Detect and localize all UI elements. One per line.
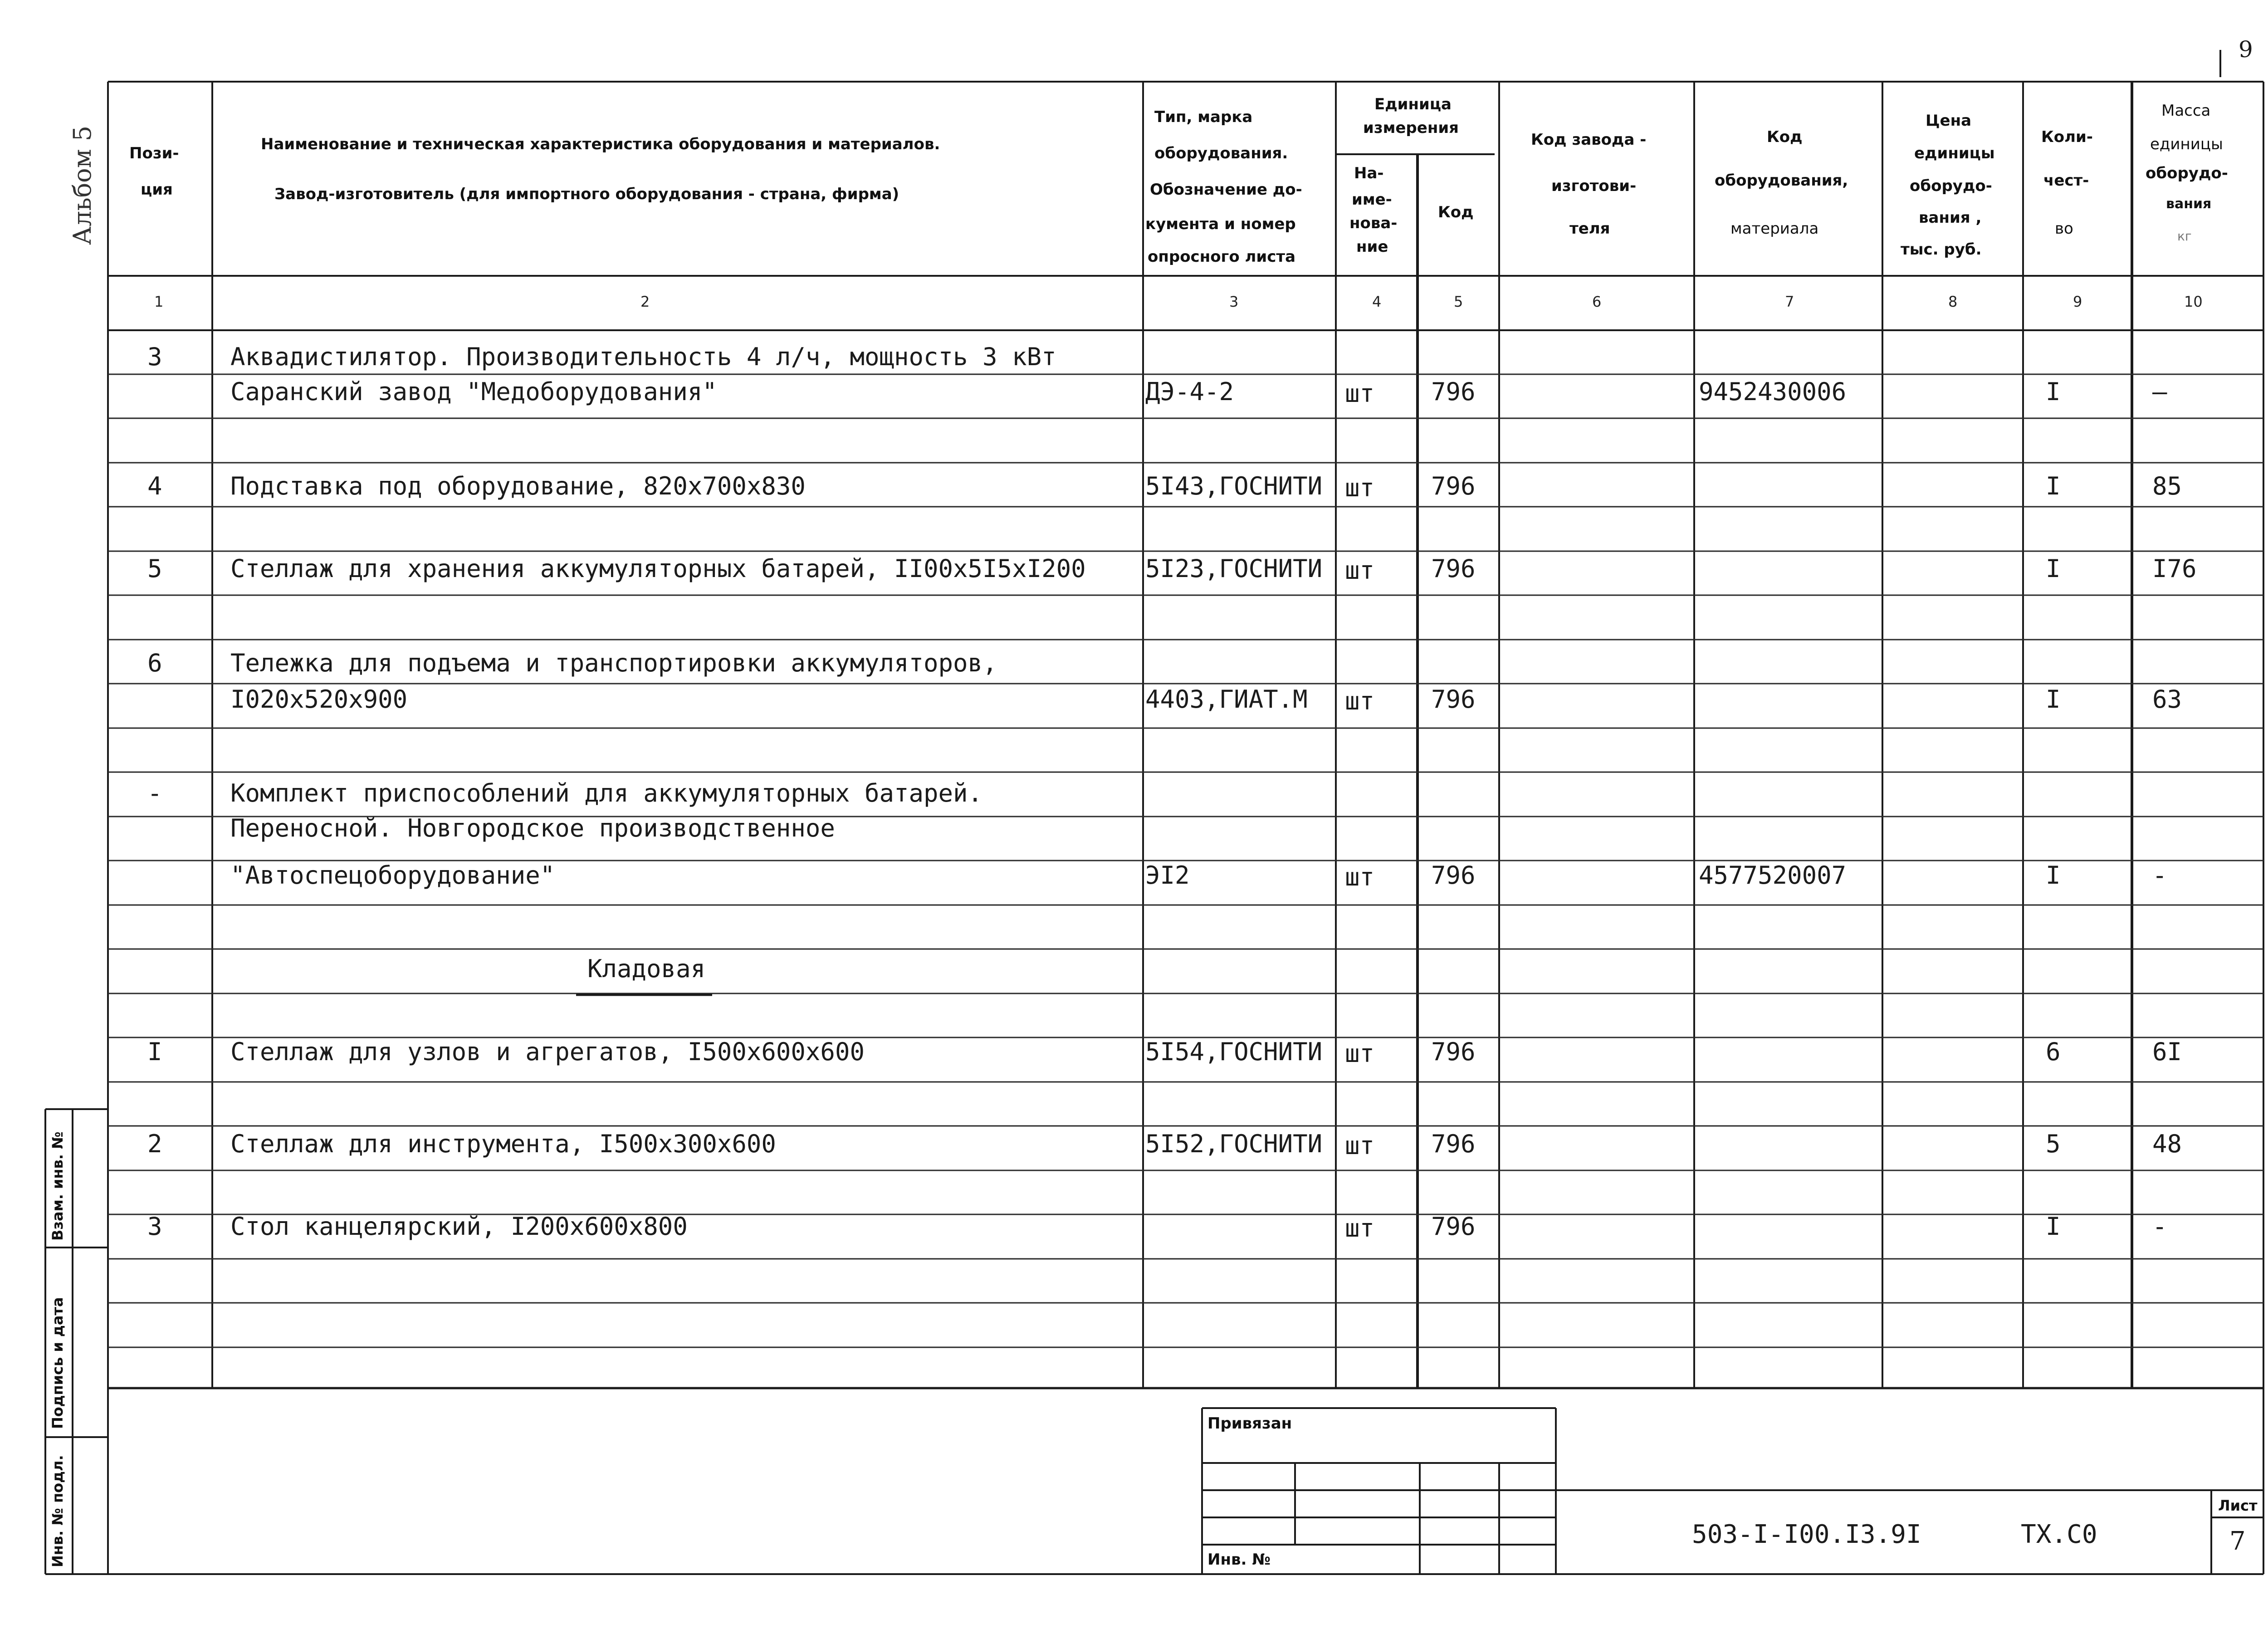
header-price-5: тыс. руб. — [1901, 240, 1982, 259]
sheet-number: 7 — [2229, 1526, 2246, 1556]
row-name: Стол канцелярский, I200х600х800 — [230, 1212, 688, 1241]
row-type: ЭI2 — [1145, 861, 1190, 890]
row-name: Комплект приспособлений для аккумуляторных батарей. — [230, 779, 983, 807]
row-qty: 6 — [2046, 1037, 2061, 1066]
row-unit: шт — [1345, 863, 1375, 891]
header-type-2: оборудования. — [1154, 144, 1288, 162]
col-number-1: 1 — [154, 293, 164, 310]
row-mass: 85 — [2152, 472, 2182, 500]
header-equip-code-3: материала — [1730, 220, 1819, 238]
row-name: I020х520х900 — [230, 685, 408, 714]
header-unit-1: Единица — [1374, 95, 1452, 113]
album-label: Альбом 5 — [68, 125, 97, 245]
row-unit: шт — [1345, 474, 1375, 502]
row-mass: 63 — [2152, 685, 2182, 714]
header-mass-3: оборудо- — [2146, 164, 2228, 182]
header-name-2: Завод-изготовитель (для импортного оборудования - страна, фирма) — [274, 185, 899, 203]
row-unit: шт — [1345, 1039, 1375, 1068]
header-unit-name-4: ние — [1356, 238, 1388, 256]
header-qty-2: чест- — [2043, 171, 2089, 190]
header-equip-code-1: Код — [1767, 128, 1803, 146]
row-type: 5I54,ГОСНИТИ — [1145, 1037, 1323, 1066]
header-unit-2: измерения — [1363, 119, 1459, 137]
col-number-4: 4 — [1372, 293, 1382, 310]
row-unit-code: 796 — [1431, 1212, 1476, 1241]
row-unit-code: 796 — [1431, 861, 1476, 890]
header-qty-1: Коли- — [2041, 128, 2093, 146]
header-mass-1: Масса — [2161, 102, 2211, 120]
header-position-2: ция — [141, 181, 173, 199]
row-name: Тележка для подъема и транспортировки аккумуляторов, — [230, 649, 997, 677]
sheet-label: Лист — [2218, 1497, 2258, 1514]
header-price-3: оборудо- — [1910, 177, 1992, 195]
title-privyazan: Привязан — [1207, 1414, 1292, 1433]
header-price-1: Цена — [1926, 112, 1972, 130]
stamp-inv-original: Инв. № подл. — [49, 1455, 66, 1567]
row-name: Аквадистилятор. Производительность 4 л/ч, мощность 3 кВт — [230, 342, 1056, 371]
header-position-1: Пози- — [129, 144, 179, 162]
row-unit: шт — [1345, 1131, 1375, 1160]
col-number-8: 8 — [1948, 293, 1958, 310]
row-equip-code: 4577520007 — [1699, 861, 1847, 890]
title-inv-no: Инв. № — [1207, 1551, 1271, 1569]
row-position: 6 — [147, 649, 162, 677]
row-qty: I — [2046, 554, 2061, 583]
header-price-2: единицы — [1914, 144, 1995, 162]
row-type: 5I52,ГОСНИТИ — [1145, 1130, 1323, 1158]
row-position: 3 — [147, 342, 162, 371]
row-qty: I — [2046, 1212, 2061, 1241]
header-mass-5: кг — [2177, 229, 2192, 244]
page-number: 9 — [2239, 36, 2253, 63]
row-position: 2 — [147, 1130, 162, 1158]
row-name: Переносной. Новгородское производственное — [230, 814, 835, 842]
header-unit-name-1: На- — [1354, 164, 1384, 182]
row-qty: 5 — [2046, 1130, 2061, 1158]
col-number-6: 6 — [1592, 293, 1602, 310]
header-plant-code-3: теля — [1569, 220, 1610, 238]
row-unit: шт — [1345, 687, 1375, 715]
header-type-3: Обозначение до- — [1150, 181, 1302, 199]
row-type: 5I43,ГОСНИТИ — [1145, 472, 1323, 500]
stamp-signature-date: Подпись и дата — [49, 1297, 66, 1429]
header-plant-code-1: Код завода - — [1531, 131, 1647, 149]
header-type-5: опросного листа — [1148, 248, 1296, 266]
row-unit: шт — [1345, 556, 1375, 585]
row-type: 4403,ГИАТ.М — [1145, 685, 1308, 714]
row-qty: I — [2046, 861, 2061, 890]
doc-code: 503-I-I00.I3.9I — [1692, 1520, 1921, 1549]
col-number-3: 3 — [1229, 293, 1239, 310]
header-name-1: Наименование и техническая характеристика оборудования и материалов. — [261, 135, 940, 153]
header-unit-code: Код — [1438, 203, 1474, 221]
row-position: 3 — [147, 1212, 162, 1241]
row-type: 5I23,ГОСНИТИ — [1145, 554, 1323, 583]
row-unit-code: 796 — [1431, 377, 1476, 406]
row-name: Саранский завод "Медоборудования" — [230, 377, 717, 406]
row-unit-code: 796 — [1431, 554, 1476, 583]
row-mass: - — [2152, 1212, 2167, 1241]
header-type-4: кумента и номер — [1145, 215, 1296, 233]
col-number-9: 9 — [2073, 293, 2082, 310]
row-unit-code: 796 — [1431, 472, 1476, 500]
col-number-7: 7 — [1785, 293, 1794, 310]
row-name: Стеллаж для хранения аккумуляторных батарей, II00х5I5хI200 — [230, 554, 1086, 583]
header-price-4: вания , — [1919, 209, 1982, 227]
row-mass: 48 — [2152, 1130, 2182, 1158]
row-unit-code: 796 — [1431, 685, 1476, 714]
row-name: "Автоспецоборудование" — [230, 861, 555, 890]
row-equip-code: 9452430006 — [1699, 377, 1847, 406]
row-name: Стеллаж для узлов и агрегатов, I500х600х600 — [230, 1037, 865, 1066]
col-number-10: 10 — [2184, 293, 2203, 310]
row-unit-code: 796 — [1431, 1130, 1476, 1158]
stamp-replacement-inv: Взам. инв. № — [49, 1131, 66, 1241]
header-qty-3: во — [2055, 220, 2073, 238]
row-position: 4 — [147, 472, 162, 500]
header-equip-code-2: оборудования, — [1715, 171, 1848, 190]
row-unit: шт — [1345, 1214, 1375, 1243]
row-unit-code: 796 — [1431, 1037, 1476, 1066]
row-type: ДЭ-4-2 — [1145, 377, 1234, 406]
row-name: Стеллаж для инструмента, I500х300х600 — [230, 1130, 776, 1158]
row-name: Подставка под оборудование, 820х700х830 — [230, 472, 806, 500]
row-position: - — [147, 779, 162, 807]
row-mass: – — [2152, 377, 2167, 406]
row-position: I — [147, 1037, 162, 1066]
row-unit: шт — [1345, 379, 1375, 408]
section-heading: Кладовая — [587, 954, 706, 983]
row-qty: I — [2046, 472, 2061, 500]
header-type-1: Тип, марка — [1154, 108, 1253, 126]
header-plant-code-2: изготови- — [1551, 177, 1637, 195]
row-position: 5 — [147, 554, 162, 583]
header-unit-name-3: нова- — [1349, 214, 1398, 232]
header-unit-name-2: име- — [1352, 191, 1392, 209]
row-qty: I — [2046, 377, 2061, 406]
row-qty: I — [2046, 685, 2061, 714]
row-mass: I76 — [2152, 554, 2197, 583]
header-mass-4: вания — [2166, 196, 2212, 212]
header-mass-2: единицы — [2150, 135, 2223, 153]
doc-suffix: ТХ.С0 — [2021, 1520, 2097, 1549]
row-mass: - — [2152, 861, 2167, 890]
col-number-5: 5 — [1454, 293, 1463, 310]
col-number-2: 2 — [640, 293, 650, 310]
row-mass: 6I — [2152, 1037, 2182, 1066]
